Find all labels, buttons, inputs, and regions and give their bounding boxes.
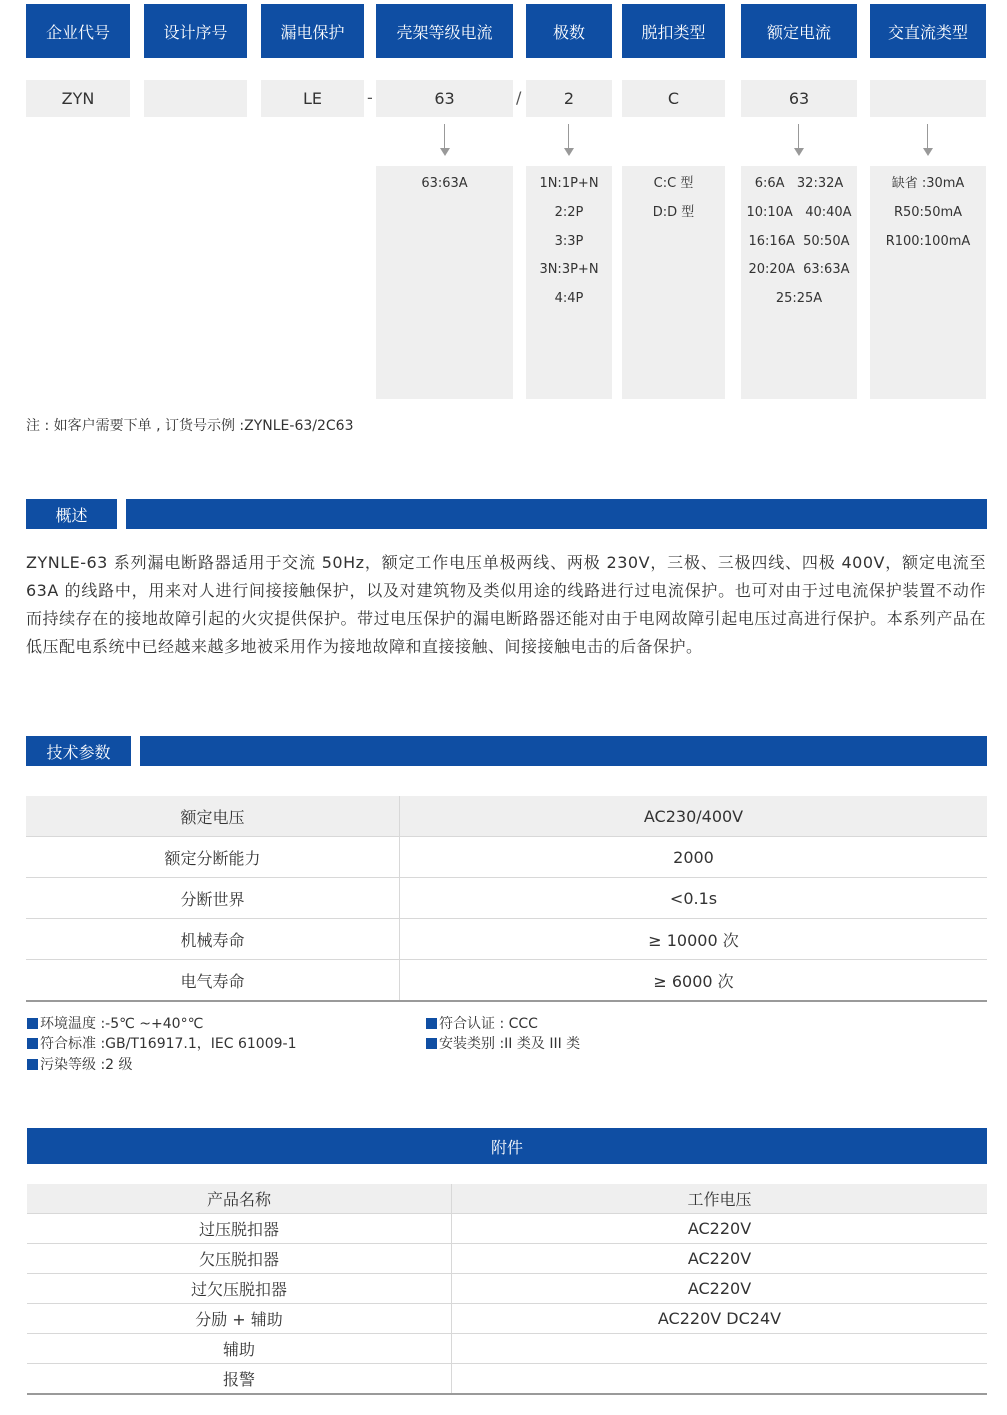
table-row — [26, 837, 987, 878]
section-bar — [126, 499, 987, 529]
table-row — [26, 919, 987, 960]
options-rated-current — [741, 166, 857, 399]
param-value: ≥ 10000 次 — [400, 919, 988, 960]
option-item: 63:63A — [421, 176, 468, 191]
value-leakage-protection: LE — [261, 80, 364, 117]
spec-item: 符合认证 : CCC — [426, 1013, 538, 1033]
section-title-overview: 概述 — [26, 499, 117, 529]
param-value: 2000 — [400, 837, 988, 878]
value-trip-type: C — [622, 80, 725, 117]
table-row — [27, 1214, 987, 1244]
arrow-down-icon — [439, 124, 451, 158]
product-name: 过欠压脱扣器 — [27, 1274, 452, 1304]
working-voltage: AC220V — [452, 1214, 988, 1244]
separator-dash: - — [367, 88, 373, 107]
param-value: AC230/400V — [400, 796, 988, 837]
value-design-serial — [144, 80, 247, 117]
header-frame-current: 壳架等级电流 — [376, 4, 513, 58]
working-voltage — [452, 1364, 988, 1395]
table-row — [27, 1364, 987, 1395]
separator-slash: / — [516, 88, 522, 107]
working-voltage: AC220V — [452, 1274, 988, 1304]
table-row — [26, 960, 987, 1002]
value-frame-current: 63 — [376, 80, 513, 117]
option-item: 25:25A — [775, 291, 823, 307]
param-name: 机械寿命 — [26, 919, 400, 960]
header-rated-current: 额定电流 — [741, 4, 857, 58]
spec-item: 符合标准 :GB/T16917.1，IEC 61009-1 — [27, 1033, 296, 1053]
header-design-serial: 设计序号 — [144, 4, 247, 58]
header-leakage-protection: 漏电保护 — [261, 4, 364, 58]
options-trip-type — [622, 166, 725, 399]
section-bar — [140, 736, 987, 766]
option-item: 4:4P — [554, 291, 584, 307]
square-bullet-icon — [27, 1018, 38, 1029]
section-title-tech: 技术参数 — [26, 736, 131, 766]
option-item: 20:20A 63:63A — [748, 262, 850, 278]
table-row — [27, 1304, 987, 1334]
header-trip-type: 脱扣类型 — [622, 4, 725, 58]
param-value: ≥ 6000 次 — [400, 960, 988, 1002]
options-ac-dc-type — [870, 166, 986, 399]
product-name: 过压脱扣器 — [27, 1214, 452, 1244]
arrow-down-icon — [793, 124, 805, 158]
param-name: 分断世界 — [26, 878, 400, 919]
value-poles: 2 — [526, 80, 612, 117]
option-item: 2:2P — [554, 204, 584, 220]
working-voltage — [452, 1334, 988, 1364]
table-row — [26, 796, 987, 837]
value-ac-dc-type — [870, 80, 986, 117]
spec-item: 安装类别 :II 类及 III 类 — [426, 1033, 580, 1053]
table-row — [27, 1274, 987, 1304]
header-company-code: 企业代号 — [26, 4, 130, 58]
param-name: 电气寿命 — [26, 960, 400, 1002]
accessories-table — [27, 1184, 987, 1395]
section-title-accessories: 附件 — [27, 1128, 987, 1164]
square-bullet-icon — [27, 1038, 38, 1049]
order-note: 注 : 如客户需要下单 , 订货号示例 :ZYNLE-63/2C63 — [26, 418, 354, 434]
option-item: 缺省 :30mA — [891, 176, 965, 191]
param-value: <0.1s — [400, 878, 988, 919]
working-voltage: AC220V — [452, 1244, 988, 1274]
option-item: 3:3P — [554, 233, 584, 249]
header-ac-dc-type: 交直流类型 — [870, 4, 986, 58]
square-bullet-icon — [426, 1018, 437, 1029]
option-item: 10:10A 40:40A — [746, 204, 852, 220]
column-header: 工作电压 — [452, 1184, 988, 1214]
arrow-down-icon — [563, 124, 575, 158]
square-bullet-icon — [27, 1059, 38, 1070]
arrow-down-icon — [922, 124, 934, 158]
option-item: R100:100mA — [885, 233, 971, 249]
table-row — [27, 1244, 987, 1274]
value-company-code: ZYN — [26, 80, 130, 117]
table-header-row — [27, 1184, 987, 1214]
tech-params-table — [26, 796, 987, 1002]
spec-item: 环境温度 :-5℃ ~+40°℃ — [27, 1013, 203, 1033]
value-rated-current: 63 — [741, 80, 857, 117]
working-voltage: AC220V DC24V — [452, 1304, 988, 1334]
product-name: 分励 + 辅助 — [27, 1304, 452, 1334]
options-frame-current — [376, 166, 513, 399]
option-item: 1N:1P+N — [539, 176, 599, 191]
option-item: 3N:3P+N — [539, 262, 599, 278]
table-row — [26, 878, 987, 919]
option-item: C:C 型 — [653, 176, 694, 191]
option-item: D:D 型 — [652, 204, 695, 220]
table-row — [27, 1334, 987, 1364]
option-item: 16:16A 50:50A — [748, 233, 850, 249]
option-item: 6:6A 32:32A — [754, 176, 844, 191]
spec-item: 污染等级 :2 级 — [27, 1054, 133, 1074]
header-poles: 极数 — [526, 4, 612, 58]
product-name: 辅助 — [27, 1334, 452, 1364]
product-name: 欠压脱扣器 — [27, 1244, 452, 1274]
option-item: R50:50mA — [893, 204, 963, 220]
param-name: 额定电压 — [26, 796, 400, 837]
column-header: 产品名称 — [27, 1184, 452, 1214]
square-bullet-icon — [426, 1038, 437, 1049]
product-name: 报警 — [27, 1364, 452, 1395]
overview-text: ZYNLE-63 系列漏电断路器适用于交流 50Hz，额定工作电压单极两线、两极 230V，三极、三极四线、四极 400V，额定电流至 63A 的线路中，用来对人进行间接接触保护，以及对建筑物及类似用途的线路进行过电流保护。也可对由于过电流保护装置不动作而持续存在的接地故障引起的火灾提供保护。带过电压保护的漏电断路器还能对由于电网故障引起电压过高进行保护。本系列产品在低压配电系统中已经越来越多地被采用作为接地故障和直接接触、间接接触电击的后备保护。 — [26, 553, 986, 656]
param-name: 额定分断能力 — [26, 837, 400, 878]
options-poles — [526, 166, 612, 399]
